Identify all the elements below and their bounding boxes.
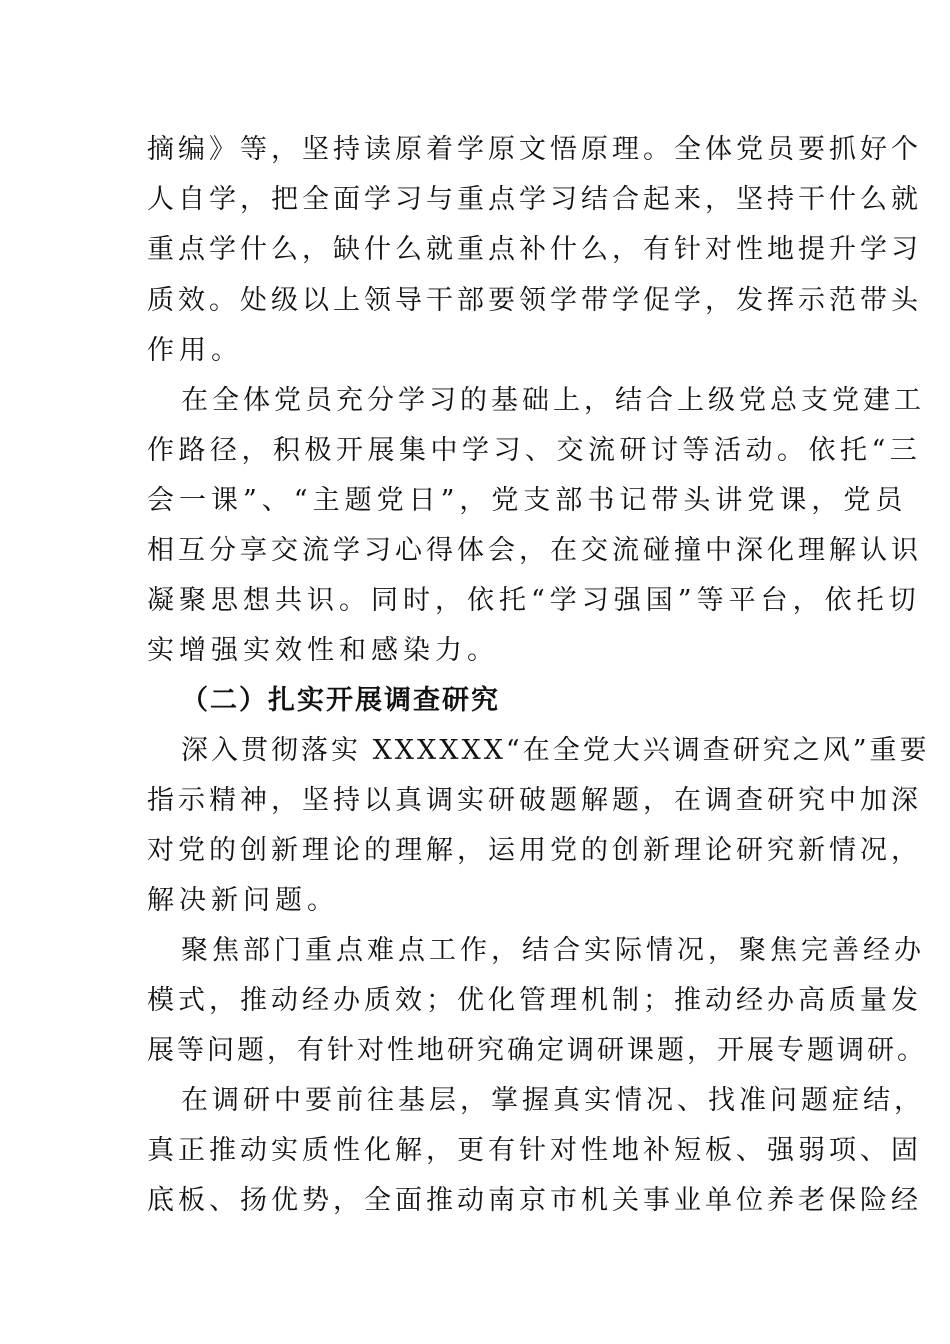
- section-heading: （二）扎实开展调查研究: [181, 685, 500, 716]
- body-line: 指示精神，坚持以真调实研破题解题，在调查研究中加深: [147, 785, 922, 816]
- body-line: 人自学，把全面学习与重点学习结合起来，坚持干什么就: [147, 184, 922, 215]
- body-line: 相互分享交流学习心得体会，在交流碰撞中深化理解认识: [147, 535, 922, 566]
- paragraph-first-line: 在全体党员充分学习的基础上，结合上级党总支党建工: [181, 385, 925, 416]
- body-line: 实增强实效性和感染力。: [147, 635, 499, 666]
- body-line: 作路径，积极开展集中学习、交流研讨等活动。依托“三: [147, 435, 922, 466]
- body-line: 底板、扬优势，全面推动南京市机关事业单位养老保险经: [147, 1185, 922, 1216]
- body-line: 展等问题，有针对性地研究确定调研课题，开展专题调研。: [147, 1035, 927, 1066]
- body-line: 真正推动实质性化解，更有针对性地补短板、强弱项、固: [147, 1135, 922, 1166]
- paragraph-first-line: 深入贯彻落实 XXXXXX“在全党大兴调查研究之风”重要: [181, 735, 930, 766]
- body-line: 会一课”、“主题党日”，党支部书记带头讲党课，党员: [147, 485, 908, 516]
- body-line: 重点学什么，缺什么就重点补什么，有针对性地提升学习: [147, 234, 922, 265]
- paragraph-first-line: 聚焦部门重点难点工作，结合实际情况，聚焦完善经办: [181, 935, 925, 966]
- body-line: 解决新问题。: [147, 885, 339, 916]
- body-line: 凝聚思想共识。同时，依托“学习强国”等平台，依托切: [147, 585, 921, 616]
- body-line: 对党的创新理论的理解，运用党的创新理论研究新情况，: [147, 835, 922, 866]
- paragraph-first-line: 在调研中要前往基层，掌握真实情况、找准问题症结，: [181, 1085, 925, 1116]
- body-line: 作用。: [147, 335, 243, 366]
- body-line: 模式，推动经办质效；优化管理机制；推动经办高质量发: [147, 985, 922, 1016]
- body-line: 摘编》等，坚持读原着学原文悟原理。全体党员要抓好个: [147, 134, 922, 165]
- body-line: 质效。处级以上领导干部要领学带学促学，发挥示范带头: [147, 285, 922, 316]
